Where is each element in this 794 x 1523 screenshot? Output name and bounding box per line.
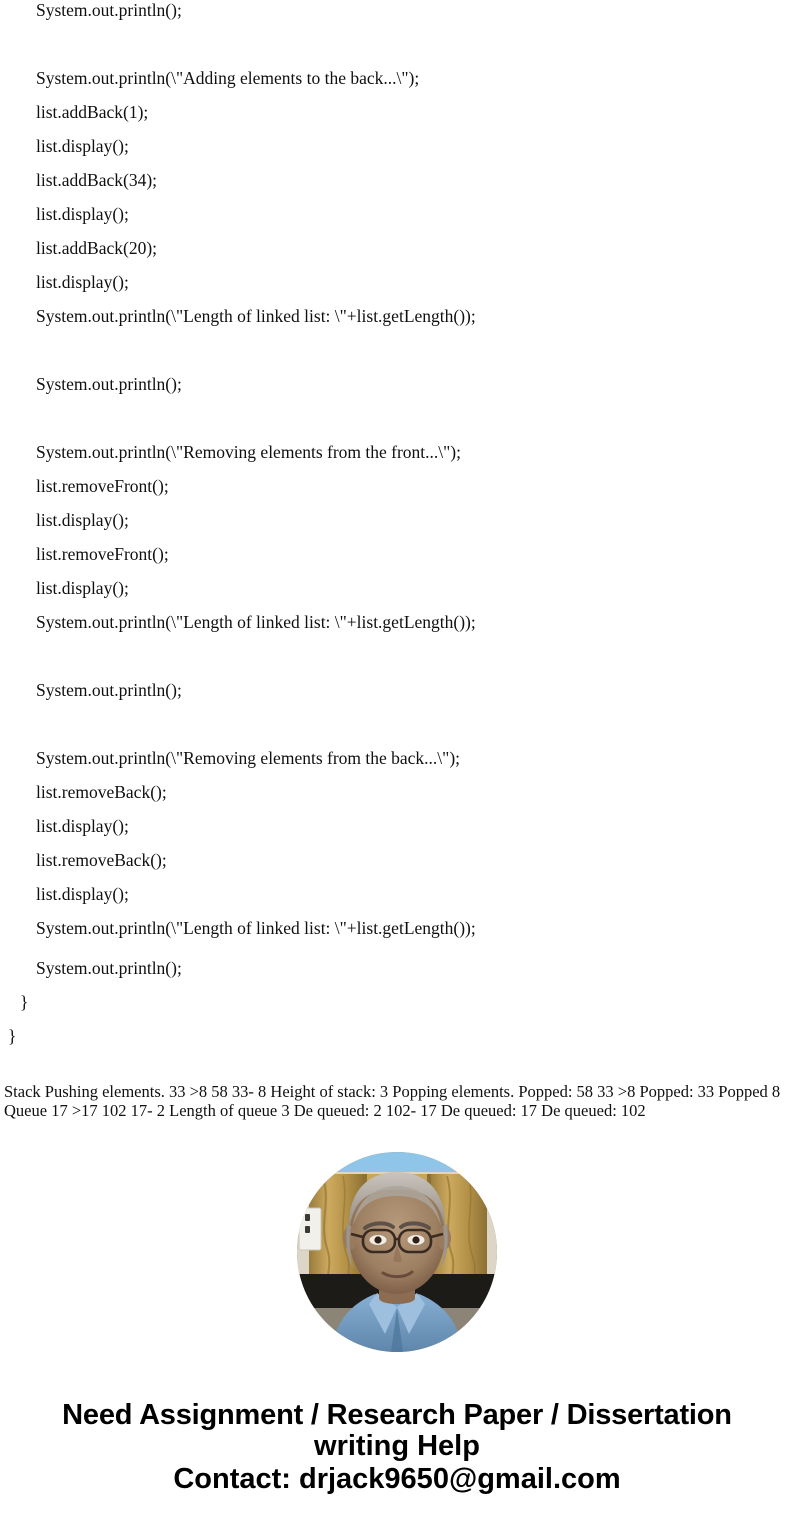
code-line-spacer — [0, 870, 794, 884]
code-line: list.display(); — [36, 816, 129, 836]
code-line-spacer — [0, 122, 794, 136]
code-line-spacer — [0, 598, 794, 612]
code-line-spacer — [0, 258, 794, 272]
code-line-spacer — [0, 224, 794, 238]
code-blank-line — [0, 394, 794, 442]
code-line: System.out.println(\"Length of linked list: \"+list.getLength()); — [36, 612, 476, 632]
code-line: list.display(); — [36, 272, 129, 292]
code-line-spacer — [0, 802, 794, 816]
program-output-line-queue: Queue 17 >17 102 17- 2 Length of queue 3 De queued: 2 102- 17 De queued: 17 De queued: 102 — [4, 1101, 646, 1120]
code-line-spacer — [0, 978, 794, 992]
code-line: list.removeBack(); — [36, 782, 167, 802]
code-line-spacer — [0, 768, 794, 782]
program-output-line-stack: Stack Pushing elements. 33 >8 58 33- 8 Height of stack: 3 Popping elements. Popped: 58 33 >8 Popped: 33 Popped 8 — [4, 1082, 781, 1101]
code-blank-line — [0, 700, 794, 748]
portrait-photo — [297, 1152, 497, 1352]
advert-contact-line[interactable]: Contact: drjack9650@gmail.com — [173, 1463, 621, 1495]
code-line-spacer — [0, 462, 794, 476]
code-blank-line — [0, 20, 794, 68]
code-line: System.out.println(\"Length of linked list: \"+list.getLength()); — [36, 918, 476, 938]
code-line: System.out.println(\"Removing elements from the back...\"); — [36, 748, 461, 768]
code-line: list.display(); — [36, 204, 129, 224]
code-line-spacer — [0, 904, 794, 918]
portrait-photo-container — [297, 1152, 497, 1352]
code-line: list.addBack(1); — [36, 102, 149, 122]
code-blank-line — [0, 326, 794, 374]
code-line: list.removeFront(); — [36, 476, 169, 496]
code-line-spacer — [0, 292, 794, 306]
code-line: System.out.println(\"Length of linked list: \"+list.getLength()); — [36, 306, 476, 326]
code-line: list.display(); — [36, 578, 129, 598]
code-line: System.out.println(); — [36, 680, 182, 700]
code-line: list.removeFront(); — [36, 544, 169, 564]
code-line: System.out.println(); — [36, 374, 182, 394]
code-line: System.out.println(); — [36, 958, 182, 978]
code-line: list.display(); — [36, 510, 129, 530]
code-blank-line — [0, 938, 794, 958]
code-line-spacer — [0, 1012, 794, 1026]
code-line: list.addBack(20); — [36, 238, 158, 258]
code-line: list.display(); — [36, 884, 129, 904]
code-line-spacer — [0, 88, 794, 102]
code-line-closing-brace-outer: } — [8, 1026, 17, 1046]
code-line-closing-brace-inner: } — [20, 992, 29, 1012]
code-line: System.out.println(); — [36, 0, 182, 20]
code-line: list.display(); — [36, 136, 129, 156]
code-line-spacer — [0, 564, 794, 578]
code-line-spacer — [0, 836, 794, 850]
program-output-block — [0, 1082, 794, 1120]
code-line: list.addBack(34); — [36, 170, 158, 190]
footer-advert — [0, 1400, 794, 1496]
code-blank-line — [0, 632, 794, 680]
code-line: System.out.println(\"Adding elements to the back...\"); — [36, 68, 420, 88]
advert-headline-line-2: writing Help — [314, 1430, 480, 1462]
advert-headline-line-1: Need Assignment / Research Paper / Dissertation — [62, 1399, 732, 1431]
code-line-spacer — [0, 496, 794, 510]
code-line-spacer — [0, 156, 794, 170]
code-line: list.removeBack(); — [36, 850, 167, 870]
code-line-spacer — [0, 190, 794, 204]
code-line-spacer — [0, 530, 794, 544]
avatar — [297, 1152, 497, 1352]
code-line: System.out.println(\"Removing elements from the front...\"); — [36, 442, 461, 462]
